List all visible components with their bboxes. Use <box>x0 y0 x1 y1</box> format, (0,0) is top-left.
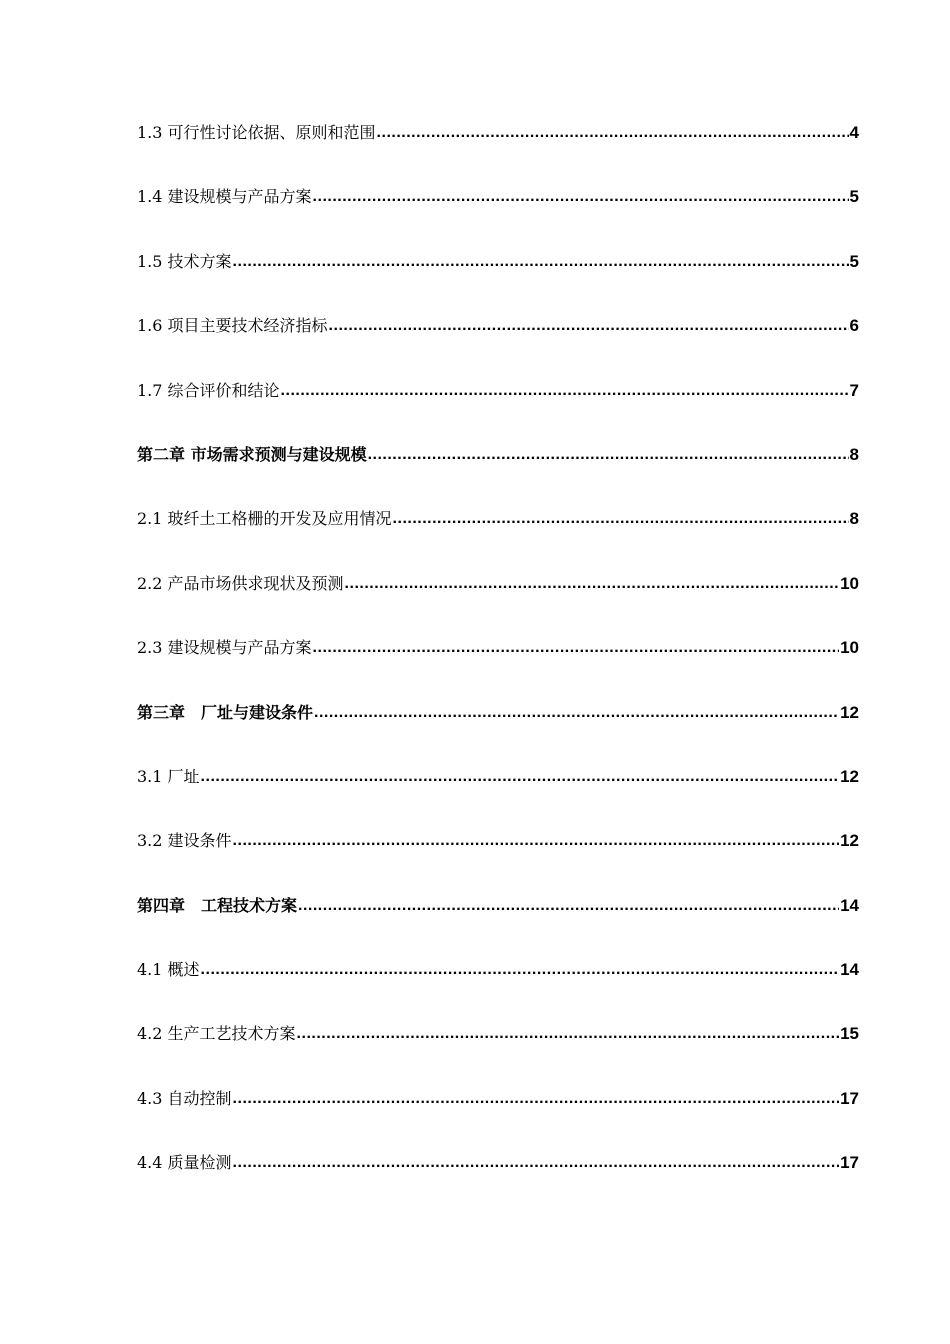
toc-leader-dots <box>233 1085 840 1113</box>
toc-entry-title: 1.5 技术方案 <box>137 251 232 271</box>
toc-leader-dots <box>233 827 840 855</box>
toc-entry-title: 1.3 可行性讨论依据、原则和范围 <box>137 123 376 142</box>
toc-entry-4-1[interactable] <box>137 920 859 984</box>
toc-page-number: 6 <box>849 316 859 336</box>
toc-entry-title: 4.1 概述 <box>137 960 200 980</box>
toc-entry-4-4[interactable] <box>137 1113 859 1177</box>
toc-page-number: 10 <box>840 573 859 593</box>
toc-leader-dots <box>313 634 840 662</box>
toc-page-number: 7 <box>849 380 859 400</box>
toc-page-number: 15 <box>840 1024 859 1044</box>
toc-leader-dots <box>314 699 839 727</box>
toc-entry-title: 1.6 项目主要技术经济指标 <box>137 316 328 336</box>
toc-page-number: 4 <box>849 123 859 142</box>
toc-entry-2-1[interactable] <box>137 469 859 533</box>
toc-entry-title: 3.2 建设条件 <box>137 831 232 851</box>
toc-entry-4-3[interactable] <box>137 1048 859 1112</box>
toc-leader-dots <box>233 1149 840 1177</box>
toc-entry-chapter-2[interactable] <box>137 405 859 469</box>
toc-entry-title: 3.1 厂址 <box>137 766 200 786</box>
toc-entry-title: 4.3 自动控制 <box>137 1088 232 1108</box>
toc-page-number: 5 <box>849 187 859 207</box>
toc-leader-dots <box>313 183 849 211</box>
toc-entry-1-5[interactable] <box>137 211 859 275</box>
toc-entry-title: 第三章 厂址与建设条件 <box>137 702 314 722</box>
toc-page-number: 8 <box>849 509 859 529</box>
toc-entry-title: 4.4 质量检测 <box>137 1153 232 1173</box>
toc-leader-dots <box>345 570 840 598</box>
toc-page-number: 17 <box>840 1153 859 1173</box>
toc-leader-dots <box>329 312 849 340</box>
toc-entry-title: 2.1 玻纤土工格栅的开发及应用情况 <box>137 509 392 529</box>
toc-entry-3-1[interactable] <box>137 727 859 791</box>
toc-leader-dots <box>201 763 840 791</box>
table-of-contents <box>137 117 859 1177</box>
toc-page-number: 12 <box>840 831 859 851</box>
toc-entry-1-6[interactable] <box>137 276 859 340</box>
toc-entry-2-3[interactable] <box>137 598 859 662</box>
toc-entry-chapter-3[interactable] <box>137 662 859 726</box>
toc-entry-title: 1.4 建设规模与产品方案 <box>137 187 312 207</box>
toc-leader-dots <box>368 441 849 469</box>
toc-page-number: 14 <box>840 895 859 915</box>
toc-entry-chapter-4[interactable] <box>137 855 859 919</box>
toc-page-number: 17 <box>840 1088 859 1108</box>
toc-page-number: 14 <box>840 960 859 980</box>
toc-entry-title: 第二章 市场需求预测与建设规模 <box>137 444 367 464</box>
toc-leader-dots <box>377 119 849 147</box>
toc-entry-4-2[interactable] <box>137 984 859 1048</box>
toc-entry-title: 4.2 生产工艺技术方案 <box>137 1024 296 1044</box>
toc-page-number: 10 <box>840 638 859 658</box>
toc-entry-title: 2.2 产品市场供求现状及预测 <box>137 573 344 593</box>
toc-leader-dots <box>298 892 839 920</box>
toc-entry-title: 2.3 建设规模与产品方案 <box>137 638 312 658</box>
toc-entry-title: 第四章 工程技术方案 <box>137 895 298 915</box>
toc-entry-title: 1.7 综合评价和结论 <box>137 380 280 400</box>
toc-leader-dots <box>201 956 840 984</box>
toc-entry-1-4[interactable] <box>137 147 859 211</box>
toc-entry-3-2[interactable] <box>137 791 859 855</box>
toc-page-number: 12 <box>840 702 859 722</box>
toc-leader-dots <box>297 1020 840 1048</box>
toc-leader-dots <box>233 248 849 276</box>
toc-leader-dots <box>393 505 849 533</box>
toc-page-number: 5 <box>849 251 859 271</box>
toc-leader-dots <box>281 377 849 405</box>
toc-entry-2-2[interactable] <box>137 533 859 597</box>
toc-entry-1-3[interactable] <box>137 117 859 147</box>
toc-page-number: 12 <box>840 766 859 786</box>
toc-entry-1-7[interactable] <box>137 340 859 404</box>
toc-page-number: 8 <box>849 444 859 464</box>
